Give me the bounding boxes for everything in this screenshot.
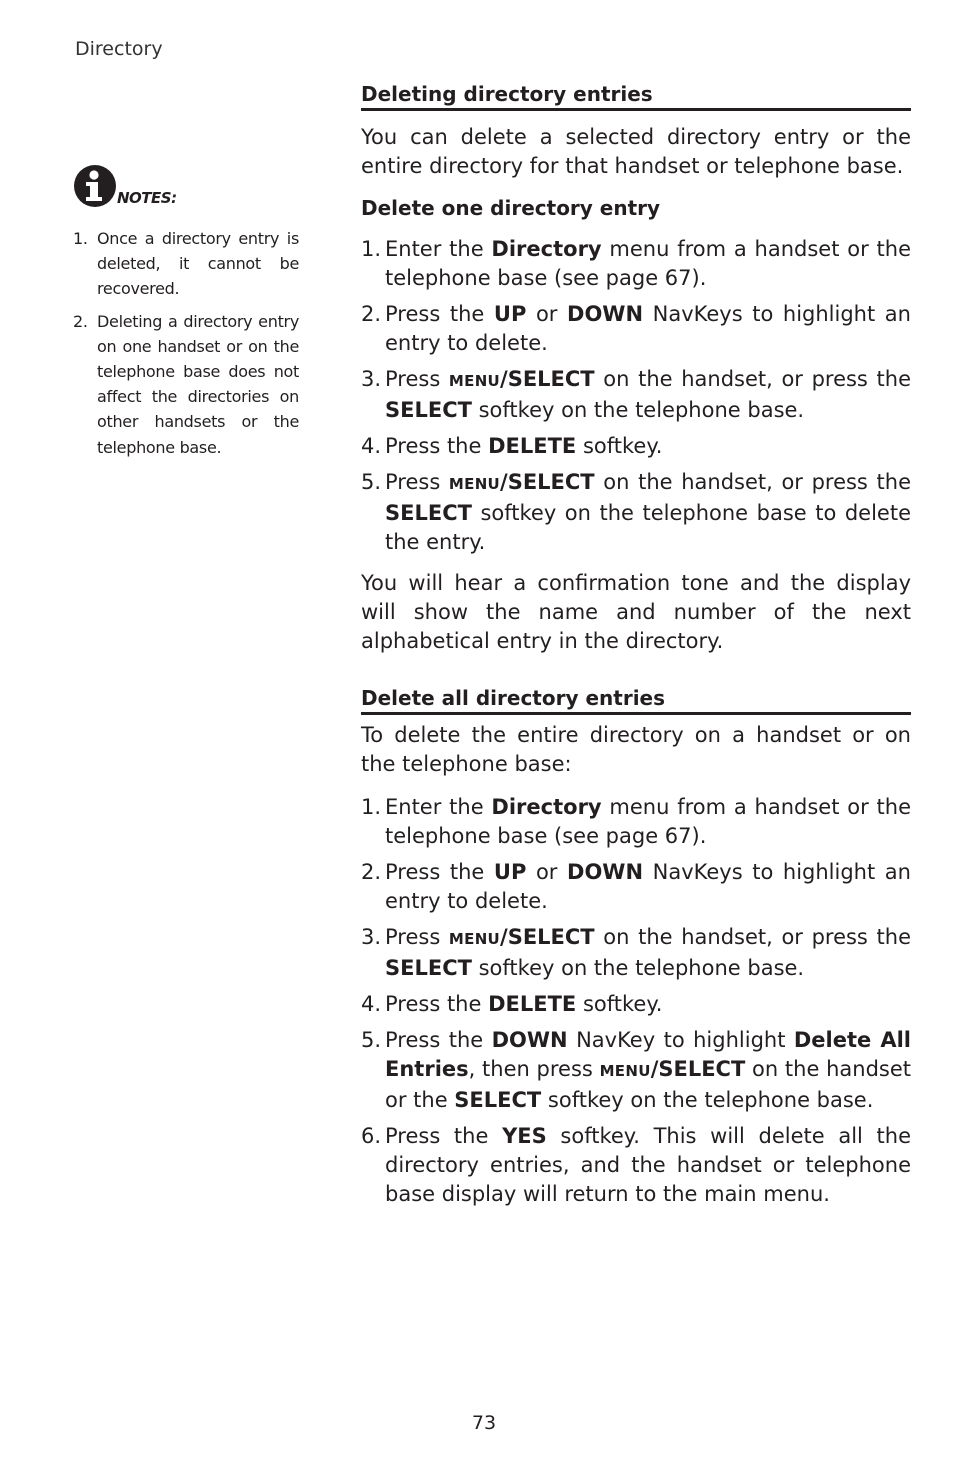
step-number: 5. [361, 470, 382, 494]
delete-all-steps [361, 793, 911, 1209]
section1-outro: You will hear a confirmation tone and the display will show the name and number of the next alphabetical entry in the directory. [361, 571, 911, 653]
main-column [361, 80, 911, 1216]
step-number: 3. [361, 367, 382, 391]
note-number: 2. [73, 311, 88, 331]
step-item: 1. Enter the Directory menu from a handset or the telephone base (see page 67). [361, 237, 911, 290]
step-item: 2. Press the UP or DOWN NavKeys to highlight an entry to delete. [361, 302, 911, 355]
step-item: 1. Enter the Directory menu from a handset or the telephone base (see page 67). [361, 795, 911, 848]
step-item: 5. Press MENU/SELECT on the handset, or press the SELECT softkey on the telephone base to delete the entry. [361, 470, 911, 554]
step-item: 4. Press the DELETE softkey. [361, 432, 911, 461]
section2-intro: To delete the entire directory on a handset or on the telephone base: [361, 723, 911, 776]
subheading-delete-one: Delete one directory entry [361, 196, 661, 220]
step-number: 4. [361, 434, 382, 458]
step-item: 6. Press the YES softkey. This will delete all the directory entries, and the handset or telephone base display will return to the main menu. [361, 1124, 911, 1206]
note-number: 1. [73, 229, 88, 248]
section-heading-delete-all: Delete all directory entries [361, 684, 911, 715]
step-number: 1. [361, 237, 382, 261]
notes-sidebar [73, 160, 299, 467]
step-number: 2. [361, 860, 382, 884]
note-text: Once a directory entry is deleted, it cannot be recovered. [97, 229, 299, 299]
running-head: Directory [75, 38, 163, 60]
step-item: 5. Press the DOWN NavKey to highlight Delete All Entries, then press MENU/SELECT on the handset or the SELECT softkey on the telephone base. [361, 1028, 912, 1112]
notes-label: NOTES: [117, 189, 177, 207]
note-text: Deleting a directory entry on one handset or on the telephone base does not affect the directories on other handsets or the telephone base. [97, 311, 299, 457]
section1-intro: You can delete a selected directory entry or the entire directory for that handset or telephone base. [361, 125, 911, 178]
step-item: 4. Press the DELETE softkey. [361, 990, 911, 1019]
section-heading-deleting-entries: Deleting directory entries [361, 80, 911, 111]
step-item: 3. Press MENU/SELECT on the handset, or press the SELECT softkey on the telephone base. [361, 367, 911, 422]
note-item [73, 226, 299, 302]
step-number: 2. [361, 302, 382, 326]
notes-list [73, 226, 299, 460]
step-number: 1. [361, 795, 382, 819]
step-item: 3. Press MENU/SELECT on the handset, or press the SELECT softkey on the telephone base. [361, 925, 911, 980]
step-number: 5. [361, 1028, 382, 1052]
step-item: 2. Press the UP or DOWN NavKeys to highlight an entry to delete. [361, 860, 911, 913]
step-number: 3. [361, 925, 382, 949]
info-icon [73, 164, 117, 208]
step-number: 6. [361, 1124, 382, 1148]
page-number: 73 [471, 1412, 497, 1434]
note-item [73, 309, 299, 460]
step-number: 4. [361, 992, 382, 1016]
notes-header [73, 160, 299, 208]
delete-one-steps [361, 235, 911, 557]
